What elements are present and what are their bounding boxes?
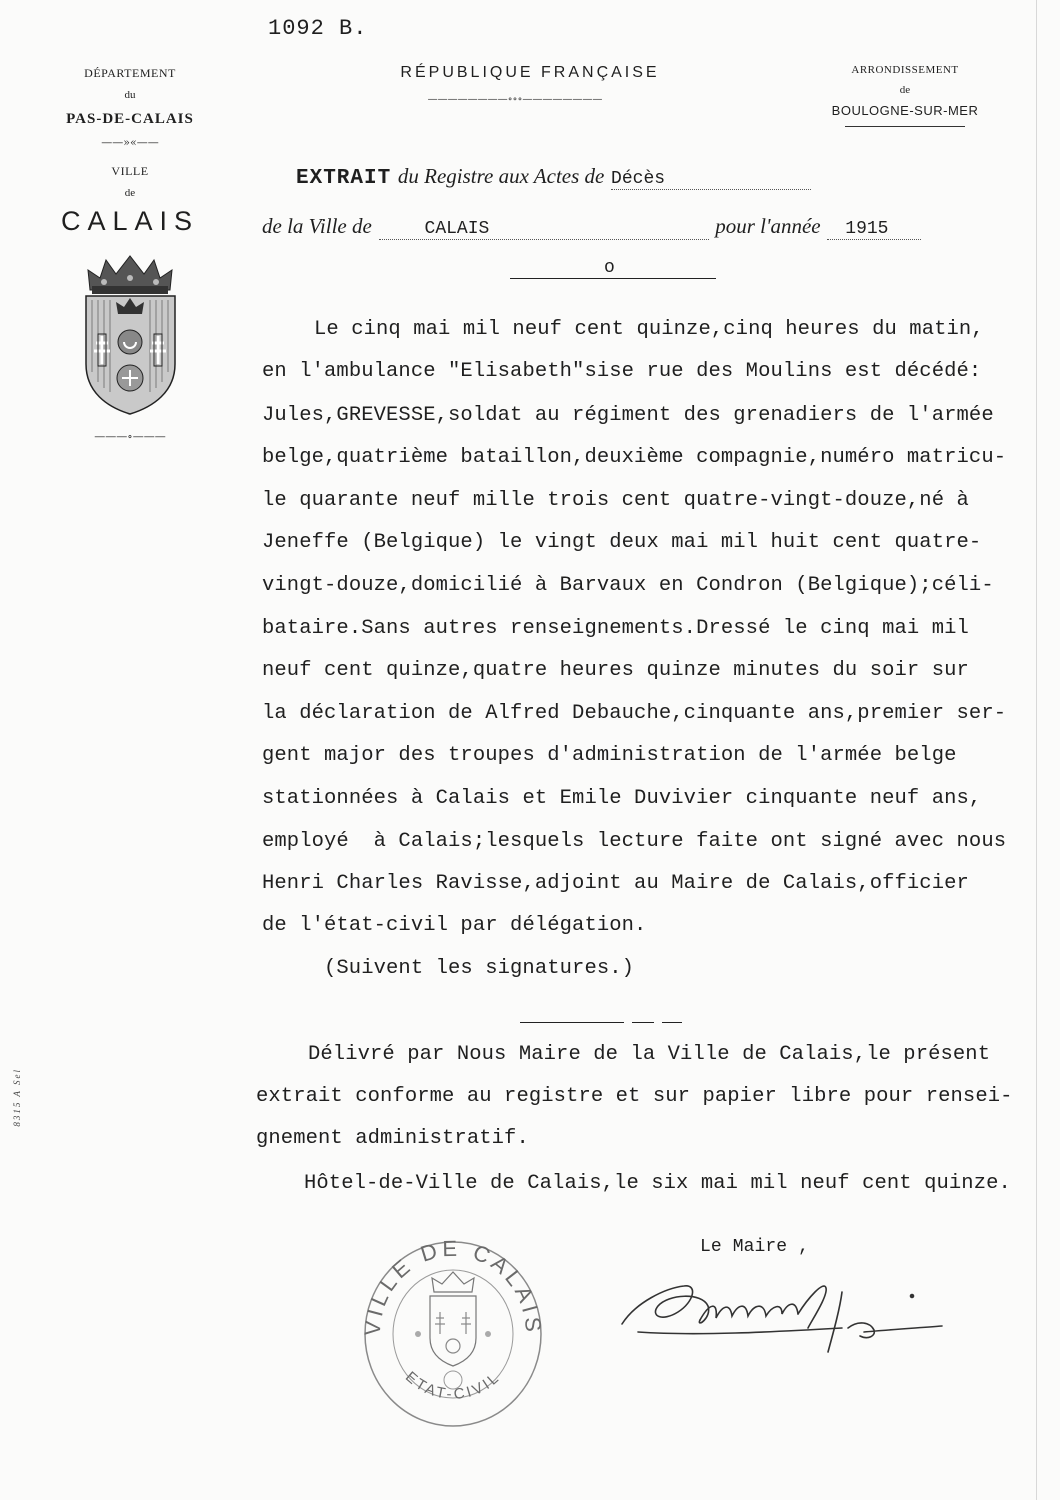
body-line: de l'état-civil par délégation.: [262, 914, 647, 937]
body-line: stationnées à Calais et Emile Duvivier cinquante neuf ans,: [262, 787, 982, 810]
arrondissement-name: BOULOGNE-SUR-MER: [831, 103, 979, 118]
register-type: Décès: [611, 169, 811, 190]
city-value: CALAIS: [379, 219, 709, 240]
ville-de: de: [124, 187, 136, 199]
body-line: en l'ambulance "Elisabeth"sise rue des Moulins est décédé:: [262, 360, 982, 383]
body-line: belge,quatrième bataillon,deuxième compagnie,numéro matricu-: [262, 446, 1007, 469]
seal-bottom-text: ETAT-CIVIL: [401, 1368, 505, 1404]
city-phrase: de la Ville de: [262, 214, 372, 238]
svg-text:ETAT-CIVIL: [402, 1368, 504, 1403]
city-seal-icon: [358, 1230, 548, 1430]
title-separator-mark: o: [604, 258, 615, 278]
body-line: Jules,GREVESSE,soldat au régiment des grenadiers de l'armée: [262, 404, 994, 427]
republic-heading: RÉPUBLIQUE FRANÇAISE: [400, 64, 660, 81]
register-phrase: du Registre aux Actes de: [397, 164, 605, 188]
ville-label: VILLE: [111, 164, 149, 178]
delivery-line: extrait conforme au registre et sur papier libre pour rensei-: [256, 1085, 1013, 1108]
page-edge: [1036, 0, 1037, 1500]
republic-ornament: ————————∘∘∘————————: [427, 94, 603, 105]
year-value: 1915: [827, 219, 921, 240]
delivery-line: gnement administratif.: [256, 1127, 529, 1150]
ville-name: CALAIS: [60, 206, 200, 236]
body-line: Le cinq mai mil neuf cent quinze,cinq heures du matin,: [314, 318, 984, 341]
form-code: 8315 A Sel: [12, 1068, 22, 1127]
mayor-label: Le Maire ,: [700, 1237, 810, 1257]
section-separator: [632, 1022, 654, 1023]
title-separator: [510, 278, 716, 279]
body-line: neuf cent quinze,quatre heures quinze minutes du soir sur: [262, 659, 969, 682]
body-line: bataire.Sans autres renseignements.Dressé le cinq mai mil: [262, 617, 969, 640]
svg-text:VILLE DE CALAIS: [360, 1236, 547, 1337]
coat-of-arms-icon: [78, 252, 183, 417]
department-name: PAS-DE-CALAIS: [66, 111, 194, 127]
arrondissement-de: de: [899, 84, 911, 96]
body-line: la déclaration de Alfred Debauche,cinquante ans,premier ser-: [262, 702, 1007, 725]
extract-title-line: [296, 164, 996, 190]
extract-word: EXTRAIT: [296, 167, 392, 190]
arrondissement-label: ARRONDISSEMENT: [851, 64, 959, 76]
city-year-line: [262, 214, 998, 240]
seal-top-text: VILLE DE CALAIS: [359, 1235, 547, 1337]
body-line: Henri Charles Ravisse,adjoint au Maire de Calais,officier: [262, 872, 969, 895]
department-label: DÉPARTEMENT: [84, 66, 176, 80]
department-ornament: ——»«——: [101, 136, 159, 149]
signatures-note: (Suivent les signatures.): [324, 957, 635, 980]
arrondissement-rule: [845, 126, 965, 127]
place-date: Hôtel-de-Ville de Calais,le six mai mil neuf cent quinze.: [304, 1172, 1011, 1195]
body-line: le quarante neuf mille trois cent quatre-vingt-douze,né à: [262, 489, 969, 512]
section-separator: [520, 1022, 624, 1023]
body-line: Jeneffe (Belgique) le vingt deux mai mil huit cent quatre-: [262, 531, 982, 554]
body-line: employé à Calais;lesquels lecture faite ont signé avec nous: [262, 830, 1007, 853]
delivery-line: Délivré par Nous Maire de la Ville de Calais,le présent: [308, 1043, 991, 1066]
year-phrase: pour l'année: [715, 214, 821, 238]
body-line: vingt-douze,domicilié à Barvaux en Condron (Belgique);céli-: [262, 574, 994, 597]
coat-ornament: ———∘———: [94, 430, 166, 443]
section-separator: [662, 1022, 682, 1023]
mayor-signature-icon: [612, 1262, 957, 1362]
body-line: gent major des troupes d'administration de l'armée belge: [262, 744, 957, 767]
department-du: du: [124, 89, 136, 101]
reference-number: 1092 B.: [268, 16, 368, 41]
